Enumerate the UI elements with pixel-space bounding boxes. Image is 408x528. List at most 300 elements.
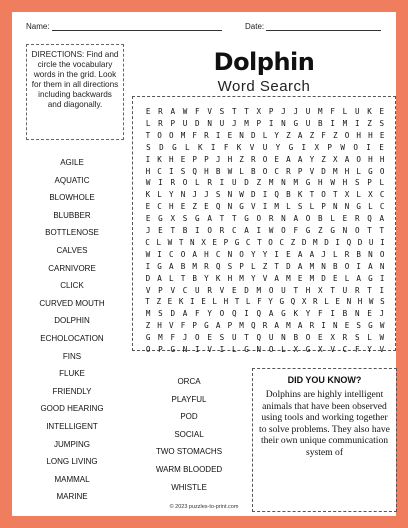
grid-letter[interactable]: Q — [215, 202, 221, 212]
grid-letter[interactable]: E — [231, 285, 237, 295]
grid-letter[interactable]: Q — [192, 166, 197, 176]
grid-letter[interactable]: C — [168, 249, 174, 259]
grid-letter[interactable]: G — [244, 345, 249, 354]
grid-letter[interactable]: H — [318, 178, 323, 188]
grid-letter[interactable]: E — [286, 249, 291, 259]
grid-letter[interactable]: F — [354, 345, 360, 354]
grid-letter[interactable]: W — [182, 107, 188, 116]
grid-letter[interactable]: Z — [309, 130, 315, 140]
grid-letter[interactable]: I — [195, 226, 200, 235]
grid-letter[interactable]: A — [157, 273, 162, 283]
grid-letter[interactable]: R — [342, 333, 348, 343]
grid-letter[interactable]: F — [293, 226, 299, 235]
grid-letter[interactable]: T — [379, 226, 385, 235]
grid-letter[interactable]: H — [344, 166, 350, 176]
grid-letter[interactable]: C — [379, 190, 385, 200]
grid-letter[interactable]: I — [158, 178, 163, 188]
grid-letter[interactable]: H — [168, 154, 174, 164]
grid-letter[interactable]: T — [367, 285, 372, 295]
grid-letter[interactable]: M — [286, 321, 291, 331]
grid-letter[interactable]: S — [182, 214, 188, 224]
grid-letter[interactable]: S — [380, 297, 385, 307]
grid-letter[interactable]: X — [293, 345, 299, 354]
grid-letter[interactable]: J — [182, 333, 188, 343]
grid-letter[interactable]: N — [332, 202, 338, 212]
grid-letter[interactable]: X — [201, 237, 206, 247]
grid-letter[interactable]: M — [239, 321, 244, 331]
grid-letter[interactable]: E — [204, 202, 209, 212]
grid-letter[interactable]: H — [223, 297, 229, 307]
grid-letter[interactable]: T — [293, 285, 299, 295]
grid-letter[interactable]: N — [239, 130, 244, 140]
grid-letter[interactable]: O — [344, 261, 350, 271]
grid-letter[interactable]: F — [195, 309, 200, 319]
grid-letter[interactable]: D — [301, 237, 307, 247]
grid-letter[interactable]: C — [231, 226, 237, 235]
grid-letter[interactable]: A — [168, 261, 174, 271]
grid-letter[interactable]: W — [239, 190, 244, 200]
grid-letter[interactable]: M — [192, 261, 197, 271]
grid-letter[interactable]: V — [168, 321, 174, 331]
grid-letter[interactable]: R — [207, 285, 212, 295]
grid-letter[interactable]: W — [145, 178, 151, 188]
grid-letter[interactable]: J — [231, 118, 237, 128]
grid-letter[interactable]: O — [145, 345, 151, 354]
grid-letter[interactable]: T — [170, 226, 176, 235]
grid-letter[interactable]: F — [170, 333, 176, 343]
grid-letter[interactable]: H — [357, 297, 363, 307]
grid-letter[interactable]: G — [195, 214, 200, 224]
grid-letter[interactable]: O — [321, 190, 326, 200]
grid-letter[interactable]: H — [227, 154, 233, 164]
grid-letter[interactable]: N — [346, 297, 352, 307]
grid-letter[interactable]: A — [207, 214, 212, 224]
grid-letter[interactable]: A — [297, 261, 303, 271]
grid-letter[interactable]: E — [367, 309, 372, 319]
grid-letter[interactable]: H — [342, 178, 348, 188]
grid-letter[interactable]: E — [342, 214, 348, 224]
grid-letter[interactable]: T — [145, 297, 150, 307]
grid-letter[interactable]: L — [157, 190, 162, 200]
grid-letter[interactable]: P — [327, 142, 332, 152]
date-field[interactable] — [245, 22, 381, 31]
grid-letter[interactable]: A — [309, 249, 315, 259]
grid-letter[interactable]: N — [182, 345, 188, 354]
grid-letter[interactable]: D — [357, 237, 363, 247]
grid-letter[interactable]: I — [380, 237, 385, 247]
grid-letter[interactable]: G — [145, 333, 151, 343]
grid-letter[interactable]: L — [195, 178, 200, 188]
grid-letter[interactable]: A — [379, 214, 385, 224]
grid-letter[interactable]: W — [145, 249, 151, 259]
grid-letter[interactable]: L — [330, 214, 335, 224]
grid-letter[interactable]: V — [250, 202, 256, 212]
grid-letter[interactable]: G — [368, 166, 373, 176]
grid-letter[interactable]: O — [354, 226, 360, 235]
grid-letter[interactable]: W — [167, 237, 173, 247]
grid-letter[interactable]: P — [170, 118, 176, 128]
grid-letter[interactable]: N — [227, 202, 233, 212]
grid-letter[interactable]: J — [204, 190, 209, 200]
grid-letter[interactable]: P — [297, 166, 303, 176]
grid-letter[interactable]: G — [281, 309, 286, 319]
grid-letter[interactable]: I — [219, 345, 225, 354]
grid-letter[interactable]: Q — [346, 237, 352, 247]
grid-letter[interactable]: I — [262, 202, 268, 212]
grid-letter[interactable]: G — [204, 321, 209, 331]
grid-letter[interactable]: D — [286, 261, 291, 271]
grid-letter[interactable]: E — [332, 273, 338, 283]
grid-letter[interactable]: T — [180, 273, 186, 283]
grid-letter[interactable]: L — [286, 202, 291, 212]
grid-letter[interactable]: O — [268, 345, 274, 354]
grid-letter[interactable]: Z — [318, 226, 323, 235]
grid-letter[interactable]: B — [250, 166, 256, 176]
grid-letter[interactable]: F — [257, 297, 262, 307]
grid-letter[interactable]: C — [157, 202, 162, 212]
grid-letter[interactable]: S — [215, 190, 221, 200]
grid-letter[interactable]: D — [145, 273, 151, 283]
grid-letter[interactable]: F — [330, 107, 335, 116]
grid-letter[interactable]: P — [192, 154, 197, 164]
grid-letter[interactable]: G — [330, 226, 335, 235]
grid-letter[interactable]: Z — [367, 118, 372, 128]
grid-letter[interactable]: O — [353, 142, 358, 152]
grid-letter[interactable]: I — [145, 261, 151, 271]
grid-letter[interactable]: U — [262, 142, 268, 152]
grid-letter[interactable]: Y — [309, 154, 315, 164]
grid-letter[interactable]: R — [207, 178, 212, 188]
grid-letter[interactable]: K — [236, 142, 242, 152]
grid-letter[interactable]: I — [321, 321, 326, 331]
grid-letter[interactable]: C — [215, 249, 221, 259]
grid-letter[interactable]: M — [286, 273, 291, 283]
grid-letter[interactable]: Q — [256, 309, 262, 319]
grid-letter[interactable]: L — [368, 202, 373, 212]
grid-letter[interactable]: O — [379, 166, 385, 176]
grid-letter[interactable]: S — [379, 118, 385, 128]
grid-letter[interactable]: T — [332, 190, 338, 200]
grid-letter[interactable]: H — [227, 273, 233, 283]
grid-letter[interactable]: S — [354, 178, 360, 188]
grid-letter[interactable]: N — [227, 249, 233, 259]
grid-letter[interactable]: W — [340, 142, 345, 152]
grid-letter[interactable]: O — [262, 166, 268, 176]
grid-letter[interactable]: Y — [168, 190, 174, 200]
grid-letter[interactable]: Z — [156, 297, 162, 307]
grid-letter[interactable]: Z — [332, 130, 338, 140]
grid-letter[interactable]: D — [244, 178, 249, 188]
grid-letter[interactable]: L — [356, 190, 361, 200]
grid-letter[interactable]: N — [256, 345, 262, 354]
grid-letter[interactable]: T — [309, 190, 315, 200]
grid-letter[interactable]: E — [207, 333, 212, 343]
grid-letter[interactable]: V — [379, 345, 385, 354]
grid-letter[interactable]: N — [190, 237, 195, 247]
grid-letter[interactable]: M — [332, 166, 338, 176]
grid-letter[interactable]: U — [231, 333, 237, 343]
grid-letter[interactable]: K — [297, 190, 303, 200]
grid-letter[interactable]: L — [156, 237, 162, 247]
grid-letter[interactable]: K — [157, 154, 162, 164]
grid-letter[interactable]: I — [195, 345, 200, 354]
grid-letter[interactable]: Z — [286, 130, 291, 140]
grid-letter[interactable]: M — [318, 107, 323, 116]
grid-letter[interactable]: A — [244, 226, 249, 235]
grid-letter[interactable]: C — [279, 237, 285, 247]
grid-letter[interactable]: X — [368, 190, 373, 200]
grid-letter[interactable]: Z — [239, 154, 244, 164]
grid-letter[interactable]: B — [356, 249, 361, 259]
grid-letter[interactable]: I — [274, 249, 279, 259]
grid-letter[interactable]: M — [309, 273, 315, 283]
grid-letter[interactable]: Y — [207, 309, 212, 319]
grid-letter[interactable]: U — [182, 118, 188, 128]
grid-letter[interactable]: L — [231, 345, 237, 354]
grid-letter[interactable]: S — [180, 166, 186, 176]
grid-letter[interactable]: T — [274, 261, 279, 271]
grid-letter[interactable]: V — [207, 345, 212, 354]
grid-letter[interactable]: B — [332, 261, 338, 271]
grid-letter[interactable]: G — [368, 273, 373, 283]
grid-letter[interactable]: X — [170, 214, 176, 224]
grid-letter[interactable]: R — [286, 166, 291, 176]
grid-letter[interactable]: I — [366, 142, 371, 152]
grid-letter[interactable]: A — [182, 309, 188, 319]
grid-letter[interactable]: G — [170, 345, 176, 354]
grid-letter[interactable]: Y — [262, 249, 268, 259]
grid-letter[interactable]: I — [256, 226, 262, 235]
grid-letter[interactable]: F — [318, 309, 323, 319]
grid-letter[interactable]: M — [309, 261, 315, 271]
grid-letter[interactable]: E — [335, 297, 340, 307]
grid-letter[interactable]: E — [145, 107, 151, 116]
grid-letter[interactable]: X — [332, 154, 338, 164]
grid-letter[interactable]: I — [330, 118, 335, 128]
grid-letter[interactable]: C — [145, 237, 150, 247]
grid-letter[interactable]: T — [145, 130, 151, 140]
grid-letter[interactable]: Q — [250, 321, 256, 331]
grid-letter[interactable]: N — [180, 190, 186, 200]
grid-letter[interactable]: M — [342, 118, 348, 128]
grid-letter[interactable]: F — [321, 130, 326, 140]
grid-letter[interactable]: U — [342, 285, 348, 295]
grid-letter[interactable]: G — [356, 202, 361, 212]
grid-letter[interactable]: T — [257, 237, 262, 247]
grid-letter[interactable]: U — [281, 285, 286, 295]
grid-letter[interactable]: P — [367, 178, 372, 188]
grid-letter[interactable]: V — [249, 142, 255, 152]
grid-letter[interactable]: I — [219, 178, 225, 188]
grid-letter[interactable]: R — [158, 107, 163, 116]
grid-letter[interactable]: Y — [250, 273, 256, 283]
grid-letter[interactable]: G — [368, 321, 373, 331]
grid-letter[interactable]: H — [356, 130, 361, 140]
grid-letter[interactable]: N — [321, 261, 326, 271]
grid-letter[interactable]: A — [297, 154, 303, 164]
grid-letter[interactable]: X — [318, 285, 323, 295]
grid-letter[interactable]: R — [313, 297, 318, 307]
grid-letter[interactable]: U — [268, 333, 274, 343]
grid-letter[interactable]: K — [178, 297, 184, 307]
grid-letter[interactable]: E — [145, 202, 151, 212]
grid-letter[interactable]: Y — [268, 297, 273, 307]
grid-letter[interactable]: L — [185, 142, 190, 152]
grid-letter[interactable]: P — [192, 321, 197, 331]
grid-letter[interactable]: S — [158, 309, 163, 319]
grid-letter[interactable]: I — [157, 249, 162, 259]
grid-letter[interactable]: Q — [256, 333, 262, 343]
grid-letter[interactable]: V — [262, 273, 268, 283]
grid-letter[interactable]: L — [262, 130, 268, 140]
grid-letter[interactable]: A — [297, 130, 303, 140]
grid-letter[interactable]: M — [239, 273, 244, 283]
grid-letter[interactable]: L — [344, 273, 350, 283]
grid-letter[interactable]: A — [192, 249, 197, 259]
grid-letter[interactable]: J — [379, 309, 385, 319]
grid-letter[interactable]: G — [157, 261, 162, 271]
grid-letter[interactable]: D — [159, 142, 164, 152]
grid-letter[interactable]: K — [293, 309, 299, 319]
grid-letter[interactable]: S — [356, 321, 361, 331]
grid-letter[interactable]: R — [219, 226, 225, 235]
grid-letter[interactable]: P — [223, 237, 229, 247]
grid-letter[interactable]: M — [158, 333, 163, 343]
grid-letter[interactable]: L — [379, 178, 385, 188]
grid-letter[interactable]: U — [305, 118, 311, 128]
grid-letter[interactable]: R — [354, 214, 360, 224]
grid-letter[interactable]: L — [168, 273, 174, 283]
grid-letter[interactable]: Q — [215, 261, 221, 271]
grid-letter[interactable]: B — [342, 309, 348, 319]
grid-letter[interactable]: N — [281, 333, 286, 343]
grid-letter[interactable]: G — [234, 237, 240, 247]
grid-letter[interactable]: O — [305, 214, 311, 224]
grid-letter[interactable]: I — [379, 285, 385, 295]
grid-letter[interactable]: P — [268, 107, 274, 116]
grid-letter[interactable]: E — [180, 154, 186, 164]
grid-letter[interactable]: M — [313, 237, 318, 247]
grid-letter[interactable]: T — [330, 285, 335, 295]
grid-letter[interactable]: X — [256, 107, 262, 116]
grid-letter[interactable]: E — [344, 321, 350, 331]
grid-letter[interactable]: V — [207, 107, 212, 116]
grid-letter[interactable]: E — [274, 154, 279, 164]
grid-letter[interactable]: N — [332, 321, 338, 331]
grid-letter[interactable]: T — [231, 214, 237, 224]
grid-letter[interactable]: G — [279, 297, 285, 307]
name-field[interactable] — [26, 22, 222, 31]
grid-letter[interactable]: T — [231, 107, 237, 116]
grid-letter[interactable]: B — [286, 190, 291, 200]
grid-letter[interactable]: M — [244, 118, 249, 128]
grid-letter[interactable]: C — [182, 285, 188, 295]
grid-letter[interactable]: N — [227, 190, 233, 200]
grid-letter[interactable]: R — [250, 154, 256, 164]
grid-letter[interactable]: E — [379, 142, 384, 152]
grid-letter[interactable]: V — [219, 285, 225, 295]
grid-letter[interactable]: V — [170, 285, 176, 295]
grid-letter[interactable]: I — [268, 118, 274, 128]
grid-letter[interactable]: I — [168, 166, 174, 176]
grid-letter[interactable]: G — [305, 345, 311, 354]
grid-letter[interactable]: Y — [274, 130, 279, 140]
grid-letter[interactable]: H — [157, 321, 162, 331]
grid-letter[interactable]: C — [274, 166, 279, 176]
grid-letter[interactable]: L — [245, 297, 251, 307]
grid-letter[interactable]: T — [234, 297, 240, 307]
grid-letter[interactable]: M — [268, 178, 274, 188]
grid-letter[interactable]: L — [250, 261, 256, 271]
grid-letter[interactable]: X — [301, 297, 307, 307]
grid-letter[interactable]: H — [368, 130, 373, 140]
grid-letter[interactable]: R — [268, 214, 274, 224]
grid-letter[interactable]: O — [207, 226, 212, 235]
grid-letter[interactable]: H — [204, 249, 209, 259]
grid-letter[interactable]: N — [354, 309, 360, 319]
grid-letter[interactable]: E — [318, 333, 323, 343]
grid-letter[interactable]: Z — [290, 237, 296, 247]
grid-letter[interactable]: W — [379, 321, 385, 331]
grid-letter[interactable]: X — [314, 142, 320, 152]
grid-letter[interactable]: P — [256, 118, 262, 128]
grid-letter[interactable]: K — [197, 142, 203, 152]
grid-letter[interactable]: D — [244, 285, 249, 295]
grid-letter[interactable]: R — [262, 321, 268, 331]
grid-letter[interactable]: O — [182, 178, 188, 188]
grid-letter[interactable]: O — [268, 285, 274, 295]
grid-letter[interactable]: S — [227, 261, 233, 271]
grid-letter[interactable]: E — [379, 107, 385, 116]
grid-letter[interactable]: S — [146, 142, 151, 152]
grid-letter[interactable]: G — [305, 178, 311, 188]
grid-letter[interactable]: A — [297, 321, 303, 331]
grid-letter[interactable]: A — [215, 321, 221, 331]
grid-letter[interactable]: U — [195, 285, 200, 295]
grid-letter[interactable]: V — [145, 285, 151, 295]
grid-letter[interactable]: X — [318, 345, 323, 354]
grid-letter[interactable]: X — [330, 333, 335, 343]
grid-letter[interactable]: I — [379, 273, 385, 283]
grid-letter[interactable]: S — [354, 333, 360, 343]
grid-letter[interactable]: T — [244, 107, 249, 116]
grid-letter[interactable]: W — [379, 333, 385, 343]
grid-letter[interactable]: E — [180, 202, 186, 212]
grid-letter[interactable]: P — [321, 202, 326, 212]
grid-letter[interactable]: K — [215, 273, 221, 283]
grid-letter[interactable]: F — [192, 130, 197, 140]
grid-letter[interactable]: Z — [262, 261, 268, 271]
grid-letter[interactable]: N — [281, 214, 286, 224]
grid-letter[interactable]: U — [368, 237, 374, 247]
grid-letter[interactable]: O — [356, 154, 361, 164]
grid-letter[interactable]: O — [219, 309, 225, 319]
grid-letter[interactable]: T — [178, 237, 184, 247]
grid-letter[interactable]: T — [219, 214, 225, 224]
grid-letter[interactable]: E — [145, 214, 151, 224]
grid-letter[interactable]: F — [195, 107, 200, 116]
grid-letter[interactable]: I — [301, 142, 307, 152]
grid-letter[interactable]: J — [145, 226, 151, 235]
grid-letter[interactable]: Y — [275, 142, 281, 152]
grid-letter[interactable]: O — [239, 249, 244, 259]
grid-letter[interactable]: D — [170, 309, 176, 319]
grid-letter[interactable]: A — [356, 273, 361, 283]
grid-letter[interactable]: U — [219, 118, 225, 128]
grid-letter[interactable]: L — [281, 345, 286, 354]
grid-letter[interactable]: T — [244, 333, 249, 343]
grid-letter[interactable]: P — [204, 154, 209, 164]
